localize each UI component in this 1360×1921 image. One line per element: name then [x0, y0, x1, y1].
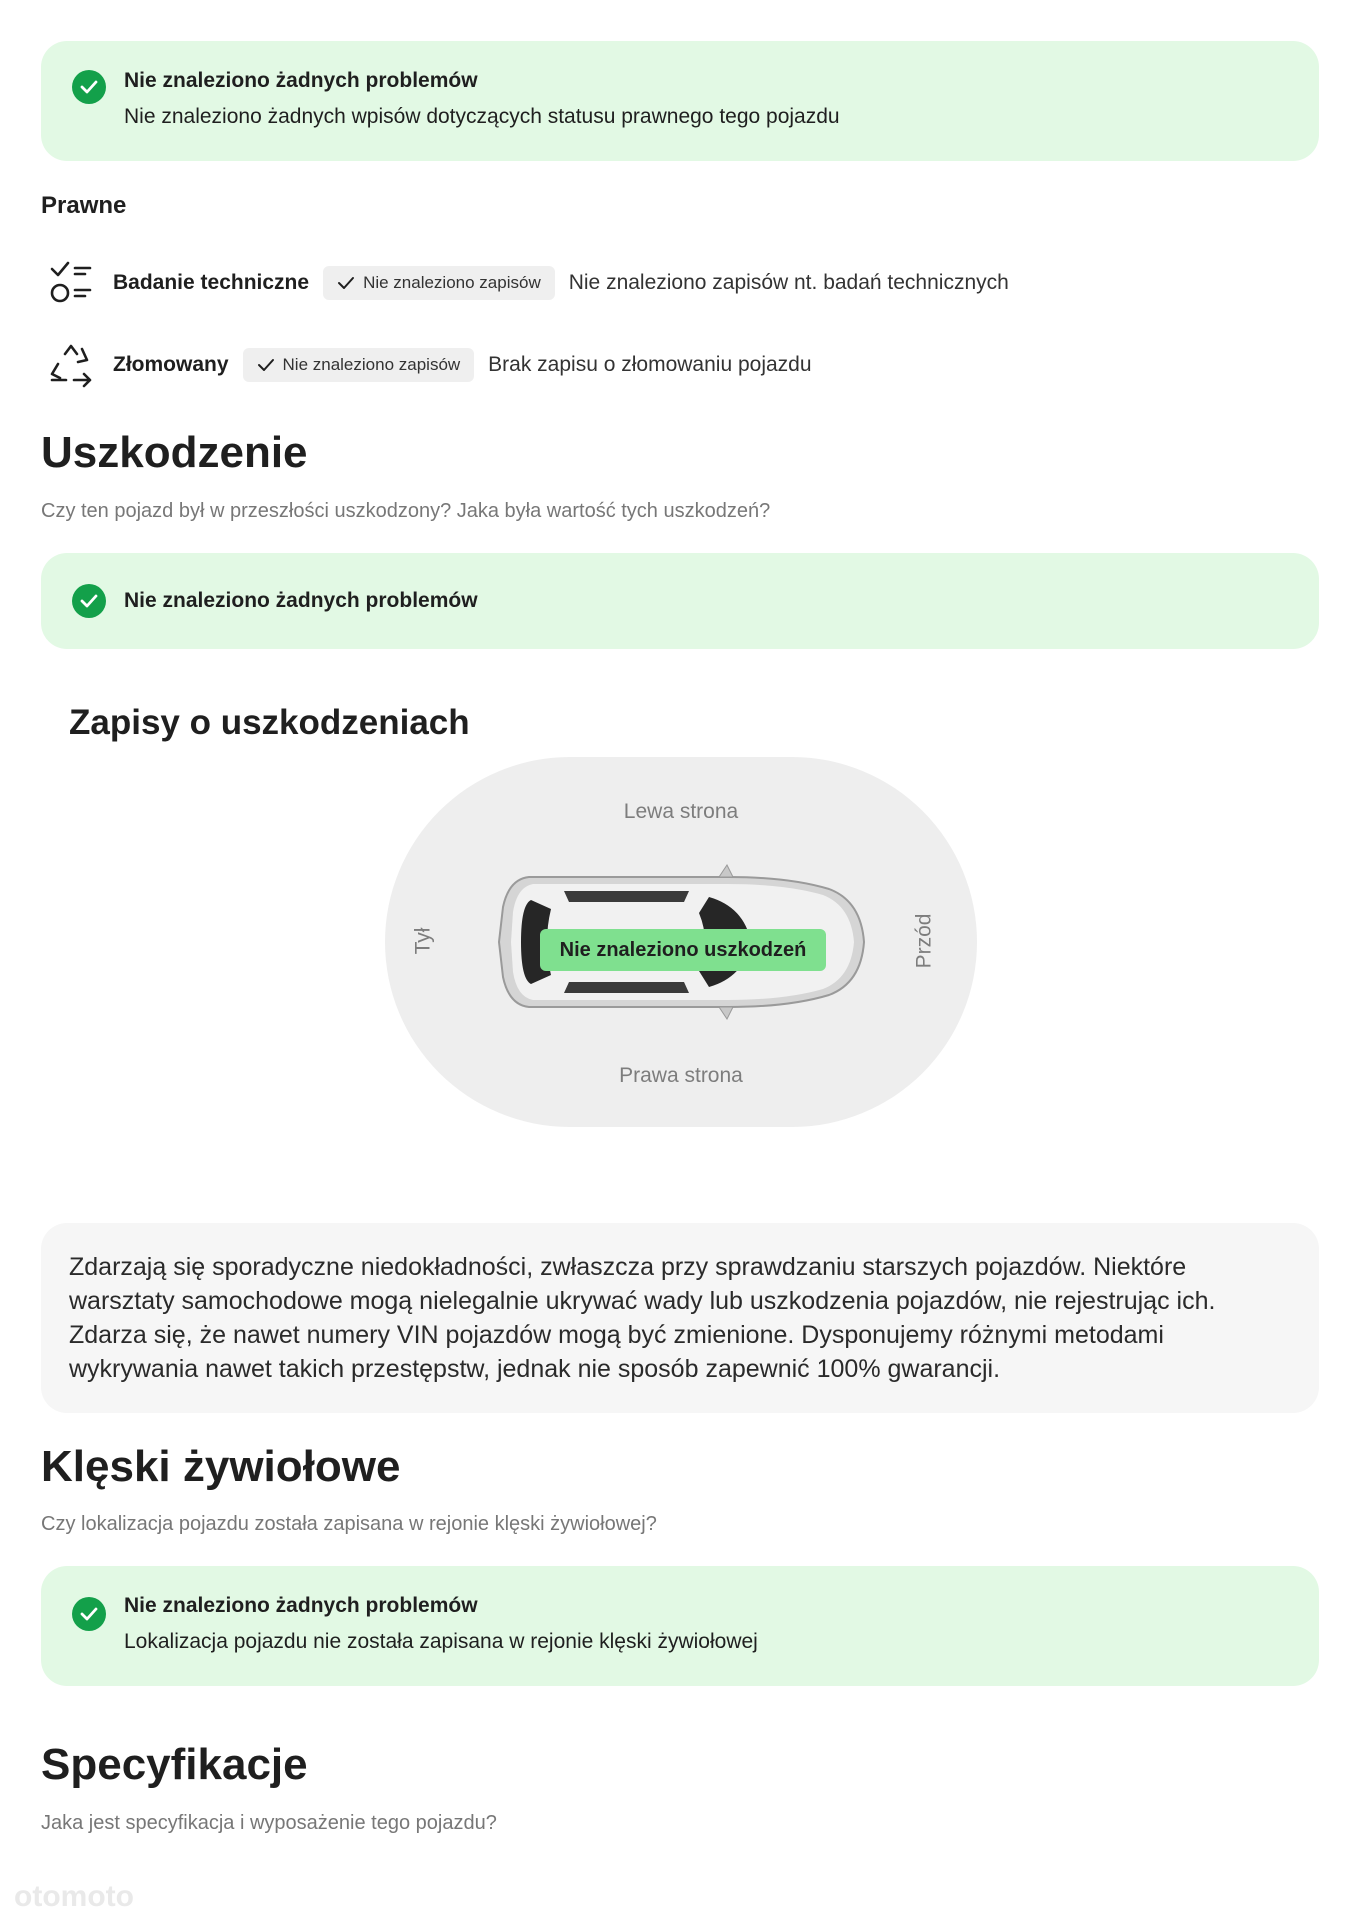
accuracy-notice: Zdarzają się sporadyczne niedokładności, zwłaszcza przy sprawdzaniu starszych pojazdów. Niektóre warsztaty samochodowe mogą nielegalnie ukrywać wady lub uszkodzenia pojazdów, nie rejestrując ich. Zdarza się, że nawet numery VIN pojazdów mogą być zmienione. Dysponujemy różnymi metodami wykrywania nawet takich przestępstw, jednak nie sposób zapewnić 100% gwarancji. — [41, 1223, 1319, 1413]
front-label: Przód — [912, 913, 936, 969]
inspection-description: Nie znaleziono zapisów nt. badań technicznych — [568, 271, 1009, 294]
legal-status-card — [41, 41, 1319, 161]
recycle-icon — [41, 335, 101, 395]
inspection-label: Badanie techniczne — [113, 271, 310, 294]
legal-heading: Prawne — [41, 192, 127, 219]
scrapped-tag-label: Nie znaleziono zapisów — [282, 355, 461, 374]
check-icon — [337, 276, 355, 290]
damage-records-heading: Zapisy o uszkodzeniach — [69, 703, 470, 742]
disaster-status-text: Lokalizacja pojazdu nie została zapisana w rejonie klęski żywiołowej — [124, 1630, 758, 1653]
legal-status-title: Nie znaleziono żadnych problemów — [124, 69, 478, 92]
check-circle-icon — [72, 1597, 106, 1631]
damage-status-title: Nie znaleziono żadnych problemów — [124, 589, 478, 612]
left-side-label: Lewa strona — [623, 800, 739, 823]
scrapped-description: Brak zapisu o złomowaniu pojazdu — [488, 353, 812, 376]
no-damage-badge: Nie znaleziono uszkodzeń — [540, 929, 826, 971]
check-circle-icon — [72, 584, 106, 618]
inspection-status-tag — [323, 266, 555, 300]
watermark-logo: otomoto — [14, 1880, 134, 1913]
rear-label: Tył — [411, 927, 435, 955]
checklist-icon — [41, 253, 101, 313]
disaster-status-title: Nie znaleziono żadnych problemów — [124, 1594, 478, 1617]
legal-row-inspection — [41, 253, 1009, 313]
disaster-status-card — [41, 1566, 1319, 1686]
legal-status-text: Nie znaleziono żadnych wpisów dotyczących statusu prawnego tego pojazdu — [124, 105, 840, 128]
scrapped-status-tag — [243, 348, 475, 382]
damage-diagram — [385, 757, 977, 1127]
damage-subtitle: Czy ten pojazd był w przeszłości uszkodzony? Jaka była wartość tych uszkodzeń? — [41, 500, 771, 522]
check-circle-icon — [72, 70, 106, 104]
right-side-label: Prawa strona — [619, 1064, 743, 1087]
check-icon — [257, 358, 275, 372]
inspection-tag-label: Nie znaleziono zapisów — [363, 273, 541, 292]
scrapped-label: Złomowany — [113, 353, 229, 376]
specs-heading: Specyfikacje — [41, 1740, 308, 1789]
disaster-heading: Klęski żywiołowe — [41, 1442, 401, 1491]
specs-subtitle: Jaka jest specyfikacja i wyposażenie tego pojazdu? — [41, 1812, 497, 1834]
damage-status-card — [41, 553, 1319, 649]
damage-heading: Uszkodzenie — [41, 428, 308, 477]
disaster-subtitle: Czy lokalizacja pojazdu została zapisana w rejonie klęski żywiołowej? — [41, 1513, 657, 1535]
legal-row-scrapped — [41, 335, 812, 395]
